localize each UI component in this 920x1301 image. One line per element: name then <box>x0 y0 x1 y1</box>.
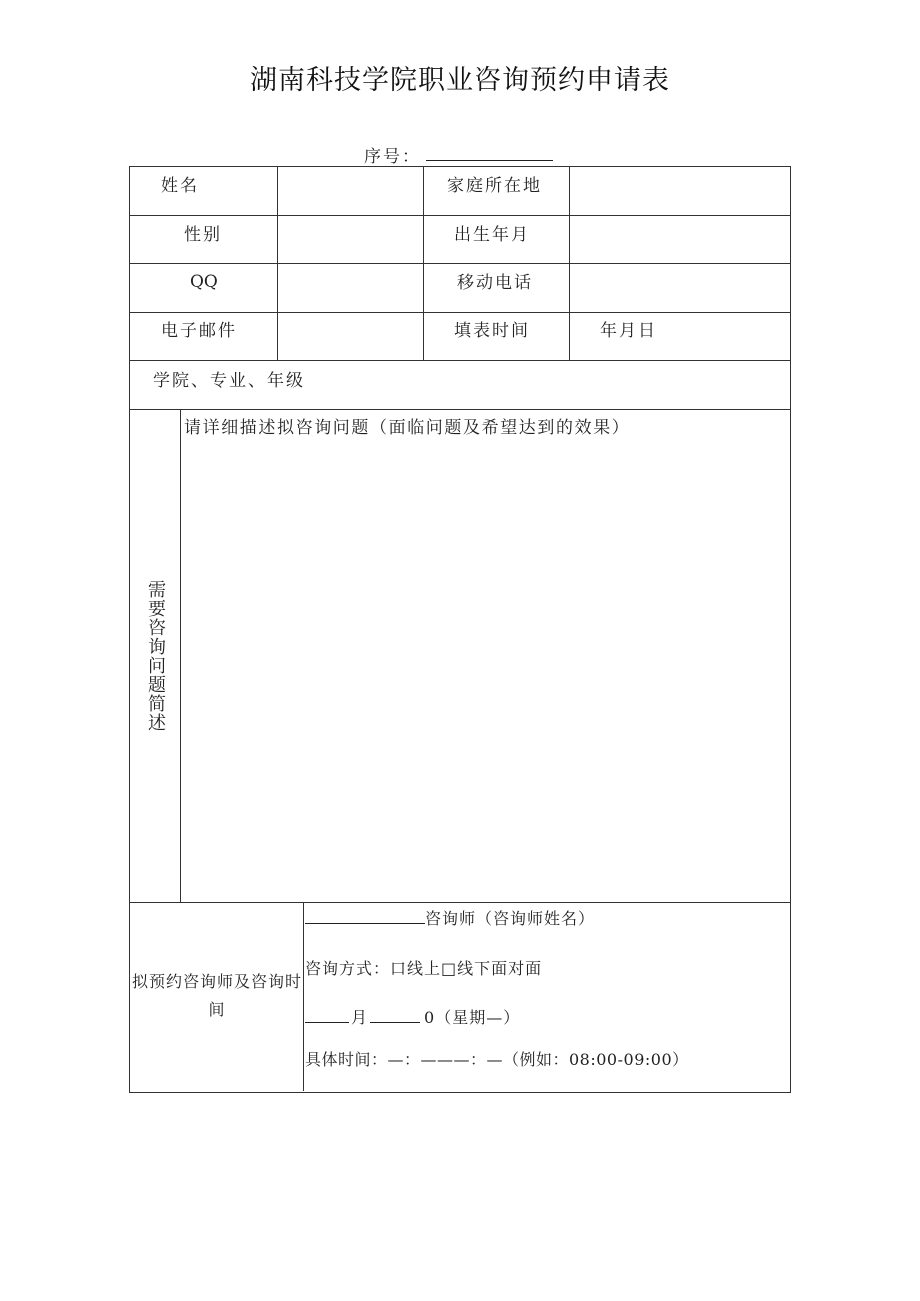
name-input[interactable] <box>279 168 422 214</box>
col-divider <box>277 166 278 360</box>
home-address-input[interactable] <box>571 168 788 214</box>
question-prompt: 请详细描述拟咨询问题（面临问题及希望达到的效果） <box>184 418 631 438</box>
date-placeholder[interactable]: 年月日 <box>600 321 657 341</box>
gender-label: 性别 <box>184 225 222 245</box>
specific-time[interactable]: 具体时间：—：———：—（例如：08:00-09:00） <box>305 1050 689 1069</box>
email-label: 电子邮件 <box>161 321 237 341</box>
month-field[interactable] <box>305 1006 349 1023</box>
fill-time-label: 填表时间 <box>454 321 530 341</box>
col-divider <box>423 166 424 360</box>
home-address-label: 家庭所在地 <box>447 176 542 196</box>
row-divider <box>129 409 790 410</box>
row-divider <box>129 902 790 903</box>
birth-label: 出生年月 <box>454 225 530 245</box>
gender-input[interactable] <box>279 217 422 262</box>
question-side-label: 需要咨询问题简述 <box>145 580 166 732</box>
email-input[interactable] <box>279 314 422 359</box>
page-title: 湖南科技学院职业咨询预约申请表 <box>250 65 670 96</box>
qq-label: QQ <box>190 272 218 292</box>
college-major-grade-label: 学院、专业、年级 <box>153 371 305 391</box>
mobile-input[interactable] <box>571 265 788 311</box>
qq-input[interactable] <box>279 265 422 311</box>
row-divider <box>129 360 790 361</box>
appointment-side-label: 拟预约咨询师及咨询时间 <box>131 972 302 1019</box>
name-label: 姓名 <box>161 176 199 196</box>
serial-number-label: 序号： <box>364 147 421 167</box>
consult-method[interactable]: 咨询方式：口线上□线下面对面 <box>305 959 543 978</box>
counselor-line: 咨询师（咨询师姓名） <box>305 906 595 929</box>
row-divider <box>129 215 790 216</box>
date-line: 月 0（星期—） <box>305 1005 520 1028</box>
row-divider <box>129 312 790 313</box>
col-divider <box>569 166 570 360</box>
mobile-label: 移动电话 <box>457 273 533 293</box>
counselor-name-field[interactable] <box>305 907 425 924</box>
birth-input[interactable] <box>571 217 788 262</box>
question-textarea[interactable] <box>182 440 788 900</box>
serial-number-field[interactable] <box>426 160 553 161</box>
day-field[interactable] <box>370 1006 420 1023</box>
col-divider <box>180 409 181 902</box>
row-divider <box>129 263 790 264</box>
